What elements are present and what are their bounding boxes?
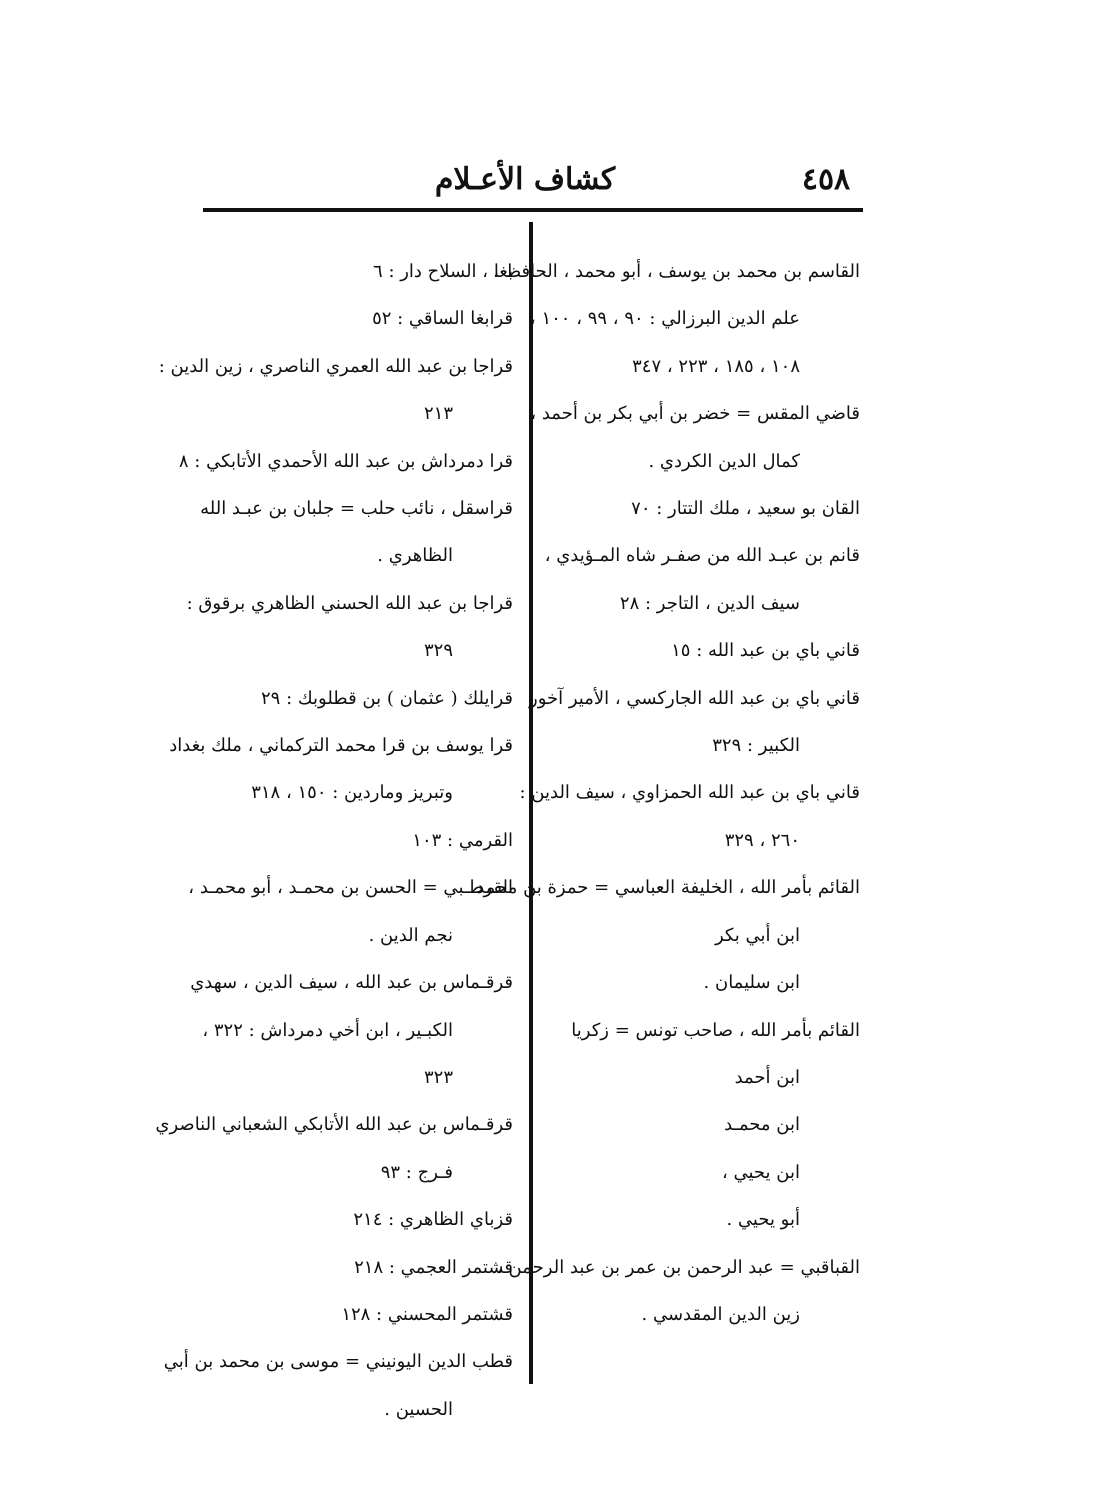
entry-continuation-line: علم الدين البرزالي : ٩٠ ، ٩٩ ، ١٠٠ ، — [529, 308, 800, 330]
entry-headword-line: القائم بأمر الله ، صاحب تونس = زكريا — [571, 1019, 860, 1041]
entry-headword-line: القاسم بن محمد بن يوسف ، أبو محمد ، الحافظ ، — [492, 261, 860, 282]
entry-headword-line: قرا يوسف بن قرا محمد التركماني ، ملك بغداد — [169, 735, 513, 757]
index-entry — [548, 1007, 860, 1244]
entry-continuation-line: ١٠٨ ، ١٨٥ ، ٢٢٣ ، ٣٤٧ — [632, 355, 800, 377]
index-entry — [208, 1196, 513, 1243]
index-entry — [208, 1244, 513, 1291]
index-entry — [208, 675, 513, 722]
entry-headword-line: قاني باي بن عبد الله : ١٥ — [671, 640, 860, 662]
entry-headword-line: القباقبي = عبد الرحمن بن عمر بن عبد الرحمن ، — [497, 1256, 860, 1278]
entry-continuation-line: ابن يحيي ، — [721, 1161, 800, 1183]
index-entry — [190, 959, 513, 1101]
index-entry — [188, 864, 513, 959]
index-entry — [548, 627, 860, 674]
entry-headword-line: قطب الدين اليونيني = موسى بن محمد بن أبي — [163, 1351, 513, 1373]
running-title: كشاف الأعـلام — [434, 162, 616, 197]
index-entry — [186, 580, 513, 675]
index-column-left — [155, 248, 513, 1433]
entry-headword-line: قراسقل ، نائب حلب = جلبان بن عبـد الله — [200, 498, 513, 520]
index-entry — [208, 295, 513, 342]
entry-continuation-line: ٣٢٣ — [423, 1066, 453, 1088]
entry-continuation-line: الحسين . — [384, 1398, 453, 1420]
entry-continuation-line: ٣٢٩ — [423, 640, 453, 662]
entry-headword-line: القرطـبي = الحسن بن محمـد ، أبو محمـد ، — [188, 877, 513, 899]
index-entry — [169, 722, 513, 817]
index-entry — [492, 248, 860, 390]
entry-headword-line: قرقـماس بن عبد الله الأتابكي الشعباني الناصري — [155, 1114, 513, 1136]
index-entry — [158, 343, 513, 438]
entry-continuation-line: ابن سليمان . — [703, 972, 800, 994]
index-entry — [208, 1291, 513, 1338]
entry-headword-line: قاضي المقس = خضر بن أبي بكر بن أحمد ، — [530, 403, 860, 425]
index-entry — [497, 1244, 860, 1339]
entry-headword-line: بغا ، السلاح دار : ٦ — [373, 261, 513, 282]
header-rule — [203, 208, 863, 212]
index-entry — [476, 864, 860, 1006]
index-entry — [163, 1338, 513, 1433]
index-entry — [548, 485, 860, 532]
entry-headword-line: قرقـماس بن عبد الله ، سيف الدين ، سهدي — [190, 972, 513, 994]
entry-headword-line: قاني باي بن عبد الله الجاركسي ، الأمير آخور — [529, 687, 860, 709]
index-entry — [519, 769, 860, 864]
entry-headword-line: القرمي : ١٠٣ — [412, 829, 513, 851]
entry-continuation-line: ابن محمـد — [724, 1114, 800, 1136]
entry-continuation-line: نجم الدين . — [368, 924, 453, 946]
index-entry — [208, 817, 513, 864]
entry-continuation-line: ابن أحمد — [734, 1066, 800, 1088]
index-entry — [155, 1101, 513, 1196]
entry-continuation-line: ابن أبي بكر — [714, 924, 800, 946]
entry-headword-line: قشتمر المحسني : ١٢٨ — [341, 1303, 513, 1325]
entry-headword-line: قرا دمرداش بن عبد الله الأحمدي الأتابكي : ٨ — [178, 450, 513, 472]
entry-headword-line: قرايلك ( عثمان ) بن قطلوبك : ٢٩ — [261, 687, 513, 709]
entry-continuation-line: الكبير : ٣٢٩ — [712, 735, 800, 757]
entry-headword-line: قرابغا الساقي : ٥٢ — [372, 308, 513, 330]
entry-continuation-line: الكبـير ، ابن أخي دمرداش : ٣٢٢ ، — [202, 1019, 453, 1041]
entry-continuation-line: أبو يحيي . — [726, 1209, 800, 1231]
entry-headword-line: القائم بأمر الله ، الخليفة العباسي = حمزة بن محمد — [476, 877, 860, 899]
entry-continuation-line: سيف الدين ، التاجر : ٢٨ — [619, 592, 800, 614]
entry-continuation-line: زين الدين المقدسي . — [641, 1303, 800, 1325]
entry-continuation-line: فـرج : ٩٣ — [380, 1161, 453, 1183]
entry-headword-line: قراجا بن عبد الله الحسني الظاهري برقوق : — [186, 592, 513, 614]
entry-continuation-line: كمال الدين الكردي . — [648, 450, 800, 472]
entry-headword-line: قانم بن عبـد الله من صفـر شاه المـؤيدي ، — [544, 545, 860, 567]
page-number: ٤٥٨ — [801, 162, 851, 197]
index-column-right — [476, 248, 860, 1338]
entry-headword-line: القان بو سعيد ، ملك التتار : ٧٠ — [631, 498, 860, 520]
index-entry — [208, 248, 513, 295]
index-entry — [200, 485, 513, 580]
entry-continuation-line: وتبريز وماردين : ١٥٠ ، ٣١٨ — [251, 782, 453, 804]
index-entry — [544, 532, 860, 627]
entry-headword-line: قراجا بن عبد الله العمري الناصري ، زين الدين : — [158, 355, 513, 377]
entry-continuation-line: الظاهري . — [377, 545, 453, 567]
index-entry — [178, 438, 513, 485]
index-entry — [529, 675, 860, 770]
entry-headword-line: قزباي الظاهري : ٢١٤ — [353, 1209, 513, 1231]
entry-headword-line: قاني باي بن عبد الله الحمزاوي ، سيف الدين : — [519, 782, 860, 804]
entry-continuation-line: ٢١٣ — [423, 403, 453, 425]
entry-headword-line: قشتمر العجمي : ٢١٨ — [354, 1256, 513, 1278]
index-entry — [530, 390, 860, 485]
entry-continuation-line: ٢٦٠ ، ٣٢٩ — [724, 829, 800, 851]
